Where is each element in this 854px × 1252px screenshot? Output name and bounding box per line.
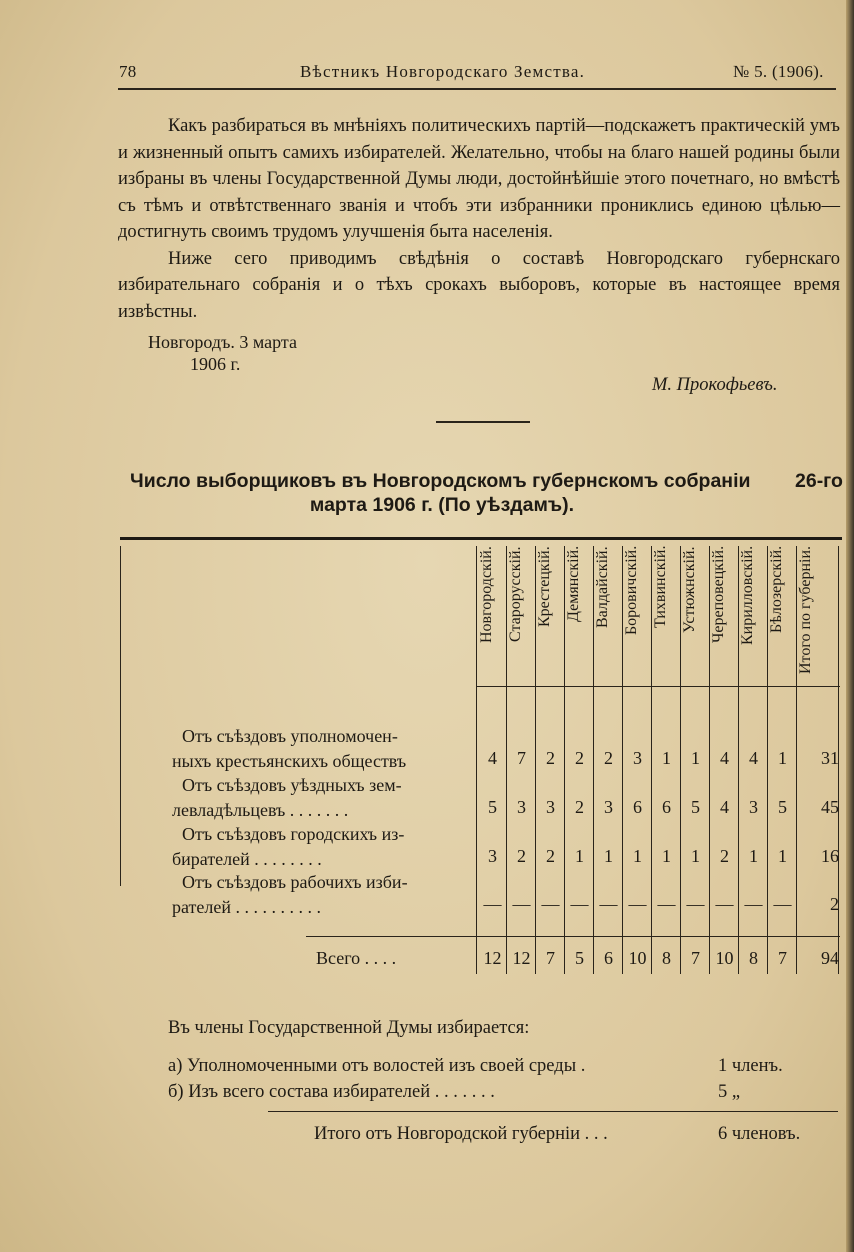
- page-edge: [846, 0, 854, 1252]
- row-label-line-1: Отъ съѣздовъ уполномочен-: [182, 726, 398, 746]
- table-cell: 6: [633, 797, 642, 817]
- journal-title: Вѣстникъ Новгородскаго Земства.: [300, 62, 586, 81]
- column-header: Тихвинскій.: [652, 546, 669, 629]
- column-header: Боровичскій.: [623, 546, 640, 636]
- row-label-line-2: рателей . . . . . . . . . .: [172, 897, 321, 917]
- total-cell: 12: [512, 948, 531, 968]
- place-date: Новгородъ. 3 марта: [148, 332, 297, 352]
- table-cell: —: [715, 894, 734, 914]
- table-cell: 16: [821, 846, 839, 866]
- column-header: Крестецкій.: [536, 546, 553, 627]
- column-header: Новгородскій.: [478, 546, 495, 643]
- table-cell: 4: [720, 748, 729, 768]
- row-label: [120, 870, 470, 920]
- table-cell: 3: [546, 797, 555, 817]
- column-header: Устюжнскій.: [681, 546, 698, 633]
- table-cell: 4: [488, 748, 497, 768]
- table-cell: 1: [575, 846, 584, 866]
- table-cell: —: [657, 894, 676, 914]
- table-cell: 2: [720, 846, 729, 866]
- year: 1906 г.: [190, 354, 241, 374]
- total-cell: 7: [691, 948, 700, 968]
- summary-total: Итого отъ Новгородской губерніи . . .: [314, 1124, 608, 1144]
- table-cell: 1: [778, 846, 787, 866]
- table-cell: —: [570, 894, 589, 914]
- table-cell: 1: [662, 748, 671, 768]
- row-label: [120, 724, 470, 774]
- column-header: Кирилловскій.: [739, 546, 756, 646]
- table-cell: 2: [575, 748, 584, 768]
- header-rule: [118, 88, 836, 90]
- table-cell: 3: [488, 846, 497, 866]
- total-cell: 94: [821, 948, 839, 968]
- table-cell: 3: [604, 797, 613, 817]
- summary-item-a-value: 1 членъ.: [718, 1056, 783, 1076]
- table-cell: —: [483, 894, 502, 914]
- table-cell: 2: [830, 894, 839, 914]
- table-cell: 5: [488, 797, 497, 817]
- table-cell: —: [599, 894, 618, 914]
- total-cell: 7: [778, 948, 787, 968]
- intro-paragraph-1: Какъ разбираться въ мнѣніяхъ политическихъ партій—подскажетъ практическій умъ и жизненный опытъ самихъ избирателей. Желательно, чтобы на благо нашей родины были избраны въ члены Государственной Думы люди, достойнѣйшіе этого почетнаго, но вмѣстѣ съ тѣмъ и отвѣтственнаго званія и чтобъ эти избранники прониклись единою цѣлью—достигнуть своимъ трудомъ улучшенія быта населенія.: [118, 116, 840, 242]
- row-label-line-2: ныхъ крестьянскихъ обществъ: [172, 751, 407, 771]
- total-cell: 10: [628, 948, 647, 968]
- issue-number: № 5. (1906).: [733, 62, 824, 81]
- table-header-rule: [476, 686, 840, 687]
- column-header: Череповецкій.: [710, 546, 727, 644]
- table-cell: 1: [604, 846, 613, 866]
- page-number: 78: [119, 62, 137, 81]
- row-label-line-1: Отъ съѣздовъ уѣздныхъ зем-: [182, 775, 402, 795]
- intro-text: [118, 113, 840, 325]
- table-cell: 3: [633, 748, 642, 768]
- total-row-label: Всего . . . .: [316, 948, 397, 968]
- total-cell: 10: [715, 948, 734, 968]
- table-top-rule: [120, 537, 842, 540]
- table-title-date: 26-го: [795, 470, 843, 492]
- table-cell: —: [541, 894, 560, 914]
- table-cell: 1: [778, 748, 787, 768]
- table-total-rule: [306, 936, 840, 937]
- table-cell: 1: [662, 846, 671, 866]
- total-cell: 12: [483, 948, 502, 968]
- table-title-line-2: марта 1906 г. (По уѣздамъ).: [309, 494, 575, 516]
- table-cell: 2: [575, 797, 584, 817]
- table-cell: 2: [546, 748, 555, 768]
- summary-total-value: 6 членовъ.: [718, 1124, 801, 1144]
- summary-item-a: а) Уполномоченными отъ волостей изъ своей среды .: [168, 1056, 586, 1076]
- table-cell: 1: [691, 846, 700, 866]
- total-cell: 6: [604, 948, 613, 968]
- table-cell: 3: [517, 797, 526, 817]
- table-cell: 1: [633, 846, 642, 866]
- row-label-line-1: Отъ съѣздовъ рабочихъ изби-: [182, 872, 408, 892]
- table-cell: 2: [604, 748, 613, 768]
- table-cell: —: [512, 894, 531, 914]
- total-cell: 8: [662, 948, 671, 968]
- table-cell: 2: [546, 846, 555, 866]
- section-separator: [436, 421, 530, 423]
- table-cell: 45: [821, 797, 839, 817]
- summary-heading: Въ члены Государственной Думы избирается:: [168, 1018, 530, 1038]
- intro-paragraph-2: Ниже сего приводимъ свѣдѣнія о составѣ Новгородскаго губернскаго избирательнаго собранія и о тѣхъ срокахъ выборовъ, которые въ настоящее время извѣстны.: [118, 248, 840, 322]
- table-cell: 1: [749, 846, 758, 866]
- table-cell: —: [744, 894, 763, 914]
- table-cell: 1: [691, 748, 700, 768]
- table-cell: —: [686, 894, 705, 914]
- column-header: Итого по губерніи.: [797, 546, 814, 675]
- summary-item-b: б) Изъ всего состава избирателей . . . . . . .: [168, 1082, 495, 1102]
- table-cell: 5: [691, 797, 700, 817]
- signature: М. Прокофьевъ.: [652, 375, 778, 395]
- table-cell: 2: [517, 846, 526, 866]
- row-label: [120, 773, 470, 823]
- column-header: Старорусскій.: [507, 546, 524, 642]
- total-cell: 5: [575, 948, 584, 968]
- table-cell: 4: [720, 797, 729, 817]
- table-divider-label-column: [476, 546, 477, 974]
- table-cell: 31: [821, 748, 839, 768]
- summary-item-b-value: 5 „: [718, 1082, 741, 1102]
- row-label-line-2: левладѣльцевъ . . . . . . .: [172, 800, 349, 820]
- table-cell: 3: [749, 797, 758, 817]
- table-cell: 5: [778, 797, 787, 817]
- column-header: Валдайскій.: [594, 546, 611, 628]
- summary-rule: [268, 1111, 838, 1112]
- table-title-line-1: Число выборщиковъ въ Новгородскомъ губернскомъ собраніи: [130, 470, 751, 492]
- total-cell: 8: [749, 948, 758, 968]
- table-cell: —: [628, 894, 647, 914]
- total-cell: 7: [546, 948, 555, 968]
- table-cell: 7: [517, 748, 526, 768]
- column-header: Демянскій.: [565, 546, 582, 623]
- table-cell: 4: [749, 748, 758, 768]
- row-label-line-1: Отъ съѣздовъ городскихъ из-: [182, 824, 405, 844]
- column-header: Бѣлозерскій.: [768, 546, 785, 634]
- table-cell: —: [773, 894, 792, 914]
- row-label: [120, 822, 470, 872]
- row-label-line-2: бирателей . . . . . . . .: [172, 849, 322, 869]
- table-cell: 6: [662, 797, 671, 817]
